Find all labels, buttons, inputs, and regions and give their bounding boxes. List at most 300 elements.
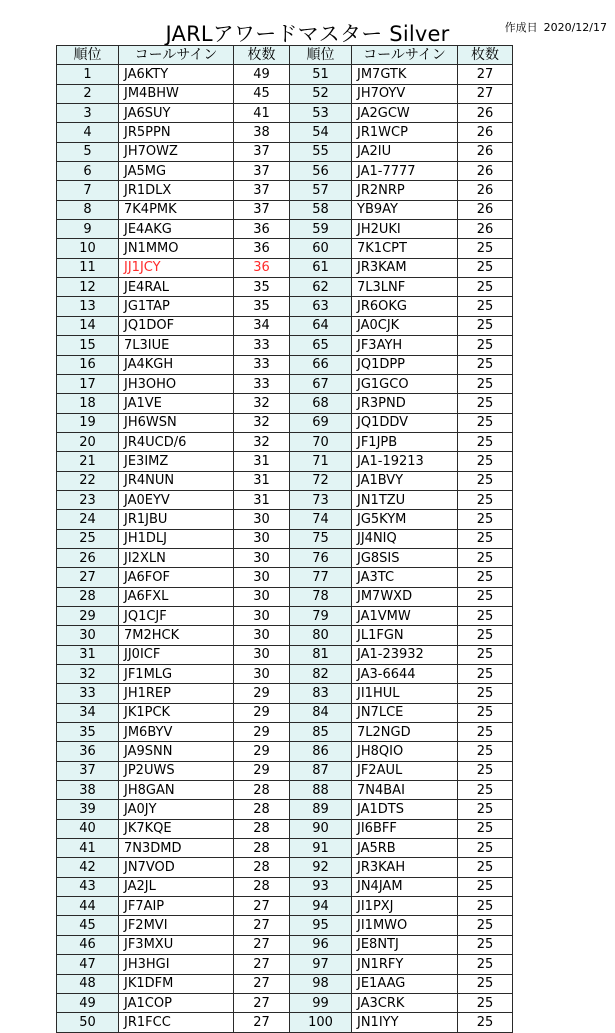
table-row xyxy=(57,993,513,1012)
rank-cell: 53 xyxy=(290,104,352,123)
callsign-cell: JE1AAG xyxy=(352,974,458,993)
count-cell: 26 xyxy=(458,220,513,239)
rank-cell: 39 xyxy=(57,800,119,819)
callsign-cell: JF2MVI xyxy=(119,916,234,935)
rank-cell: 60 xyxy=(290,239,352,258)
rank-cell: 46 xyxy=(57,935,119,954)
rank-cell: 8 xyxy=(57,200,119,219)
callsign-cell: JN4JAM xyxy=(352,877,458,896)
rank-cell: 100 xyxy=(290,1013,352,1032)
count-cell: 29 xyxy=(234,684,290,703)
rank-cell: 22 xyxy=(57,471,119,490)
rank-cell: 50 xyxy=(57,1013,119,1032)
rank-cell: 31 xyxy=(57,645,119,664)
callsign-cell: JL1FGN xyxy=(352,626,458,645)
column-header-count: 枚数 xyxy=(458,46,513,65)
callsign-cell: JH8QIO xyxy=(352,742,458,761)
count-cell: 25 xyxy=(458,974,513,993)
rank-cell: 28 xyxy=(57,587,119,606)
count-cell: 25 xyxy=(458,432,513,451)
count-cell: 29 xyxy=(234,761,290,780)
table-row xyxy=(57,974,513,993)
callsign-cell: 7N3DMD xyxy=(119,839,234,858)
callsign-cell: JH3HGI xyxy=(119,955,234,974)
count-cell: 30 xyxy=(234,626,290,645)
rank-cell: 38 xyxy=(57,781,119,800)
callsign-cell: JA2GCW xyxy=(352,104,458,123)
callsign-cell: JJ0ICF xyxy=(119,645,234,664)
count-cell: 26 xyxy=(458,200,513,219)
rank-cell: 93 xyxy=(290,877,352,896)
column-header-rank: 順位 xyxy=(290,46,352,65)
count-cell: 25 xyxy=(458,897,513,916)
table-row xyxy=(57,510,513,529)
callsign-cell: JA1-23932 xyxy=(352,645,458,664)
table-row xyxy=(57,394,513,413)
count-cell: 27 xyxy=(458,84,513,103)
table-row xyxy=(57,239,513,258)
table-row xyxy=(57,413,513,432)
count-cell: 25 xyxy=(458,278,513,297)
count-cell: 27 xyxy=(234,974,290,993)
count-cell: 25 xyxy=(458,297,513,316)
callsign-cell: JA6KTY xyxy=(119,65,234,84)
rank-cell: 74 xyxy=(290,510,352,529)
count-cell: 25 xyxy=(458,665,513,684)
rank-cell: 6 xyxy=(57,162,119,181)
callsign-cell: JR3KAH xyxy=(352,858,458,877)
callsign-cell: JH6WSN xyxy=(119,413,234,432)
table-row xyxy=(57,742,513,761)
count-cell: 25 xyxy=(458,626,513,645)
count-cell: 29 xyxy=(234,742,290,761)
rank-cell: 4 xyxy=(57,123,119,142)
count-cell: 25 xyxy=(458,819,513,838)
rank-cell: 48 xyxy=(57,974,119,993)
callsign-cell: 7K4PMK xyxy=(119,200,234,219)
table-row xyxy=(57,162,513,181)
rank-cell: 14 xyxy=(57,316,119,335)
rank-cell: 21 xyxy=(57,452,119,471)
count-cell: 31 xyxy=(234,452,290,471)
rank-cell: 34 xyxy=(57,703,119,722)
table-row xyxy=(57,665,513,684)
created-date-value: 2020/12/17 xyxy=(543,21,607,34)
rank-cell: 83 xyxy=(290,684,352,703)
callsign-cell: JA3CRK xyxy=(352,993,458,1012)
rank-cell: 13 xyxy=(57,297,119,316)
callsign-cell: JA0JY xyxy=(119,800,234,819)
callsign-cell: 7M2HCK xyxy=(119,626,234,645)
callsign-cell: JA1-7777 xyxy=(352,162,458,181)
count-cell: 32 xyxy=(234,413,290,432)
rank-cell: 86 xyxy=(290,742,352,761)
table-row xyxy=(57,781,513,800)
rank-cell: 80 xyxy=(290,626,352,645)
count-cell: 25 xyxy=(458,510,513,529)
count-cell: 25 xyxy=(458,703,513,722)
callsign-cell: JA1BVY xyxy=(352,471,458,490)
count-cell: 25 xyxy=(458,239,513,258)
callsign-cell: JM7WXD xyxy=(352,587,458,606)
rank-cell: 17 xyxy=(57,374,119,393)
callsign-cell: JF1JPB xyxy=(352,432,458,451)
count-cell: 25 xyxy=(458,877,513,896)
rank-cell: 92 xyxy=(290,858,352,877)
table-row xyxy=(57,703,513,722)
rank-cell: 24 xyxy=(57,510,119,529)
callsign-cell: JM4BHW xyxy=(119,84,234,103)
count-cell: 30 xyxy=(234,587,290,606)
table-row xyxy=(57,606,513,625)
rank-cell: 82 xyxy=(290,665,352,684)
count-cell: 27 xyxy=(234,1013,290,1032)
count-cell: 37 xyxy=(234,181,290,200)
count-cell: 30 xyxy=(234,568,290,587)
rank-cell: 12 xyxy=(57,278,119,297)
callsign-cell: JQ1CJF xyxy=(119,606,234,625)
count-cell: 28 xyxy=(234,800,290,819)
callsign-cell: JQ1DOF xyxy=(119,316,234,335)
table-row xyxy=(57,548,513,567)
table-row xyxy=(57,626,513,645)
rank-cell: 30 xyxy=(57,626,119,645)
count-cell: 25 xyxy=(458,742,513,761)
count-cell: 30 xyxy=(234,645,290,664)
callsign-cell: JE4RAL xyxy=(119,278,234,297)
callsign-cell: JA0CJK xyxy=(352,316,458,335)
rank-cell: 7 xyxy=(57,181,119,200)
count-cell: 38 xyxy=(234,123,290,142)
count-cell: 25 xyxy=(458,1013,513,1032)
callsign-cell: JI1PXJ xyxy=(352,897,458,916)
table-row xyxy=(57,297,513,316)
count-cell: 32 xyxy=(234,394,290,413)
rank-cell: 94 xyxy=(290,897,352,916)
rank-cell: 69 xyxy=(290,413,352,432)
count-cell: 25 xyxy=(458,394,513,413)
count-cell: 30 xyxy=(234,665,290,684)
rank-cell: 49 xyxy=(57,993,119,1012)
rank-cell: 2 xyxy=(57,84,119,103)
count-cell: 27 xyxy=(234,935,290,954)
count-cell: 25 xyxy=(458,684,513,703)
callsign-cell: JF3MXU xyxy=(119,935,234,954)
count-cell: 25 xyxy=(458,761,513,780)
callsign-cell: 7L2NGD xyxy=(352,723,458,742)
table-row xyxy=(57,490,513,509)
count-cell: 27 xyxy=(234,897,290,916)
rank-cell: 66 xyxy=(290,355,352,374)
count-cell: 37 xyxy=(234,142,290,161)
count-cell: 26 xyxy=(458,181,513,200)
count-cell: 35 xyxy=(234,278,290,297)
rank-cell: 65 xyxy=(290,336,352,355)
callsign-cell: 7L3LNF xyxy=(352,278,458,297)
callsign-cell: JM6BYV xyxy=(119,723,234,742)
rank-cell: 88 xyxy=(290,781,352,800)
rank-cell: 29 xyxy=(57,606,119,625)
rank-cell: 35 xyxy=(57,723,119,742)
rank-cell: 70 xyxy=(290,432,352,451)
rank-cell: 76 xyxy=(290,548,352,567)
count-cell: 28 xyxy=(234,781,290,800)
callsign-cell: 7K1CPT xyxy=(352,239,458,258)
rank-cell: 77 xyxy=(290,568,352,587)
count-cell: 25 xyxy=(458,490,513,509)
count-cell: 31 xyxy=(234,490,290,509)
ranking-table xyxy=(56,45,513,1033)
table-row xyxy=(57,278,513,297)
rank-cell: 11 xyxy=(57,258,119,277)
count-cell: 31 xyxy=(234,471,290,490)
count-cell: 27 xyxy=(234,955,290,974)
callsign-cell: JA5RB xyxy=(352,839,458,858)
callsign-cell: JE3IMZ xyxy=(119,452,234,471)
callsign-cell: JF3AYH xyxy=(352,336,458,355)
table-row xyxy=(57,65,513,84)
rank-cell: 64 xyxy=(290,316,352,335)
rank-cell: 26 xyxy=(57,548,119,567)
callsign-cell: JR1FCC xyxy=(119,1013,234,1032)
count-cell: 25 xyxy=(458,529,513,548)
count-cell: 30 xyxy=(234,529,290,548)
rank-cell: 27 xyxy=(57,568,119,587)
rank-cell: 79 xyxy=(290,606,352,625)
table-row xyxy=(57,374,513,393)
callsign-cell: JF7AIP xyxy=(119,897,234,916)
callsign-cell: JF1MLG xyxy=(119,665,234,684)
count-cell: 35 xyxy=(234,297,290,316)
count-cell: 41 xyxy=(234,104,290,123)
table-row xyxy=(57,916,513,935)
count-cell: 28 xyxy=(234,858,290,877)
callsign-cell: JA3TC xyxy=(352,568,458,587)
count-cell: 27 xyxy=(234,916,290,935)
rank-cell: 15 xyxy=(57,336,119,355)
rank-cell: 44 xyxy=(57,897,119,916)
callsign-cell: JR1JBU xyxy=(119,510,234,529)
rank-cell: 3 xyxy=(57,104,119,123)
rank-cell: 16 xyxy=(57,355,119,374)
callsign-cell: JA6SUY xyxy=(119,104,234,123)
count-cell: 25 xyxy=(458,568,513,587)
callsign-cell: JA0EYV xyxy=(119,490,234,509)
table-row xyxy=(57,452,513,471)
callsign-cell: JF2AUL xyxy=(352,761,458,780)
rank-cell: 91 xyxy=(290,839,352,858)
callsign-cell: JR5PPN xyxy=(119,123,234,142)
count-cell: 37 xyxy=(234,200,290,219)
table-header-row xyxy=(57,46,513,65)
count-cell: 45 xyxy=(234,84,290,103)
callsign-cell: JK7KQE xyxy=(119,819,234,838)
count-cell: 36 xyxy=(234,239,290,258)
count-cell: 25 xyxy=(458,916,513,935)
rank-cell: 45 xyxy=(57,916,119,935)
rank-cell: 10 xyxy=(57,239,119,258)
callsign-cell: JA4KGH xyxy=(119,355,234,374)
rank-cell: 81 xyxy=(290,645,352,664)
count-cell: 32 xyxy=(234,432,290,451)
callsign-cell: JM7GTK xyxy=(352,65,458,84)
callsign-cell: JR4NUN xyxy=(119,471,234,490)
rank-cell: 89 xyxy=(290,800,352,819)
rank-cell: 54 xyxy=(290,123,352,142)
table-row xyxy=(57,84,513,103)
created-date xyxy=(505,19,607,35)
rank-cell: 75 xyxy=(290,529,352,548)
callsign-cell: JJ4NIQ xyxy=(352,529,458,548)
callsign-cell: JA1-19213 xyxy=(352,452,458,471)
table-row xyxy=(57,877,513,896)
callsign-cell: JA6FXL xyxy=(119,587,234,606)
callsign-cell: JG1TAP xyxy=(119,297,234,316)
rank-cell: 5 xyxy=(57,142,119,161)
callsign-cell: JG5KYM xyxy=(352,510,458,529)
rank-cell: 23 xyxy=(57,490,119,509)
rank-cell: 73 xyxy=(290,490,352,509)
count-cell: 25 xyxy=(458,355,513,374)
callsign-cell: JN1MMO xyxy=(119,239,234,258)
count-cell: 25 xyxy=(458,800,513,819)
table-row xyxy=(57,819,513,838)
column-header-rank: 順位 xyxy=(57,46,119,65)
callsign-cell: JN7VOD xyxy=(119,858,234,877)
rank-cell: 68 xyxy=(290,394,352,413)
rank-cell: 42 xyxy=(57,858,119,877)
table-body xyxy=(57,65,513,1032)
rank-cell: 20 xyxy=(57,432,119,451)
table-row xyxy=(57,471,513,490)
count-cell: 26 xyxy=(458,142,513,161)
rank-cell: 61 xyxy=(290,258,352,277)
count-cell: 28 xyxy=(234,877,290,896)
count-cell: 30 xyxy=(234,548,290,567)
count-cell: 25 xyxy=(458,781,513,800)
rank-cell: 18 xyxy=(57,394,119,413)
count-cell: 26 xyxy=(458,162,513,181)
count-cell: 29 xyxy=(234,723,290,742)
rank-cell: 72 xyxy=(290,471,352,490)
callsign-cell: JI1HUL xyxy=(352,684,458,703)
count-cell: 27 xyxy=(234,993,290,1012)
count-cell: 25 xyxy=(458,935,513,954)
callsign-cell: JA1COP xyxy=(119,993,234,1012)
count-cell: 33 xyxy=(234,374,290,393)
table-row xyxy=(57,723,513,742)
count-cell: 25 xyxy=(458,858,513,877)
rank-cell: 41 xyxy=(57,839,119,858)
rank-cell: 47 xyxy=(57,955,119,974)
rank-cell: 97 xyxy=(290,955,352,974)
callsign-cell: JH3OHO xyxy=(119,374,234,393)
page-title: JARLアワードマスター Silver xyxy=(165,22,450,46)
callsign-cell: JH8GAN xyxy=(119,781,234,800)
rank-cell: 37 xyxy=(57,761,119,780)
table-row xyxy=(57,761,513,780)
table-row xyxy=(57,839,513,858)
table-row xyxy=(57,529,513,548)
callsign-cell: JA5MG xyxy=(119,162,234,181)
count-cell: 26 xyxy=(458,123,513,142)
callsign-cell: JN1IYY xyxy=(352,1013,458,1032)
callsign-cell: JQ1DPP xyxy=(352,355,458,374)
count-cell: 25 xyxy=(458,413,513,432)
count-cell: 25 xyxy=(458,336,513,355)
rank-cell: 1 xyxy=(57,65,119,84)
rank-cell: 36 xyxy=(57,742,119,761)
callsign-cell: JE4AKG xyxy=(119,220,234,239)
rank-cell: 78 xyxy=(290,587,352,606)
callsign-cell: JA1VMW xyxy=(352,606,458,625)
callsign-cell: JR3KAM xyxy=(352,258,458,277)
rank-cell: 58 xyxy=(290,200,352,219)
count-cell: 33 xyxy=(234,355,290,374)
table-row xyxy=(57,200,513,219)
callsign-cell: JE8NTJ xyxy=(352,935,458,954)
count-cell: 25 xyxy=(458,452,513,471)
count-cell: 37 xyxy=(234,162,290,181)
callsign-cell: JH1REP xyxy=(119,684,234,703)
table-row xyxy=(57,645,513,664)
count-cell: 33 xyxy=(234,336,290,355)
rank-cell: 33 xyxy=(57,684,119,703)
count-cell: 49 xyxy=(234,65,290,84)
rank-cell: 56 xyxy=(290,162,352,181)
callsign-cell: JR2NRP xyxy=(352,181,458,200)
callsign-cell: JA3-6644 xyxy=(352,665,458,684)
table-row xyxy=(57,355,513,374)
table-row xyxy=(57,568,513,587)
callsign-cell: JJ1JCY xyxy=(119,258,234,277)
callsign-cell: JR3PND xyxy=(352,394,458,413)
callsign-cell: JI2XLN xyxy=(119,548,234,567)
callsign-cell: JA6FOF xyxy=(119,568,234,587)
callsign-cell: JA1DTS xyxy=(352,800,458,819)
table-row xyxy=(57,858,513,877)
rank-cell: 43 xyxy=(57,877,119,896)
callsign-cell: JI6BFF xyxy=(352,819,458,838)
rank-cell: 55 xyxy=(290,142,352,161)
rank-cell: 51 xyxy=(290,65,352,84)
callsign-cell: JH7OYV xyxy=(352,84,458,103)
callsign-cell: JR6OKG xyxy=(352,297,458,316)
table-row xyxy=(57,220,513,239)
rank-cell: 32 xyxy=(57,665,119,684)
table-row xyxy=(57,587,513,606)
count-cell: 30 xyxy=(234,510,290,529)
rank-cell: 90 xyxy=(290,819,352,838)
count-cell: 25 xyxy=(458,839,513,858)
table-row xyxy=(57,316,513,335)
table-row xyxy=(57,142,513,161)
table-row xyxy=(57,336,513,355)
rank-cell: 67 xyxy=(290,374,352,393)
callsign-cell: JH2UKI xyxy=(352,220,458,239)
callsign-cell: JN1RFY xyxy=(352,955,458,974)
count-cell: 25 xyxy=(458,258,513,277)
count-cell: 25 xyxy=(458,471,513,490)
count-cell: 27 xyxy=(458,65,513,84)
column-header-count: 枚数 xyxy=(234,46,290,65)
count-cell: 36 xyxy=(234,258,290,277)
rank-cell: 71 xyxy=(290,452,352,471)
rank-cell: 87 xyxy=(290,761,352,780)
column-header-callsign: コールサイン xyxy=(352,46,458,65)
callsign-cell: JG8SIS xyxy=(352,548,458,567)
rank-cell: 57 xyxy=(290,181,352,200)
